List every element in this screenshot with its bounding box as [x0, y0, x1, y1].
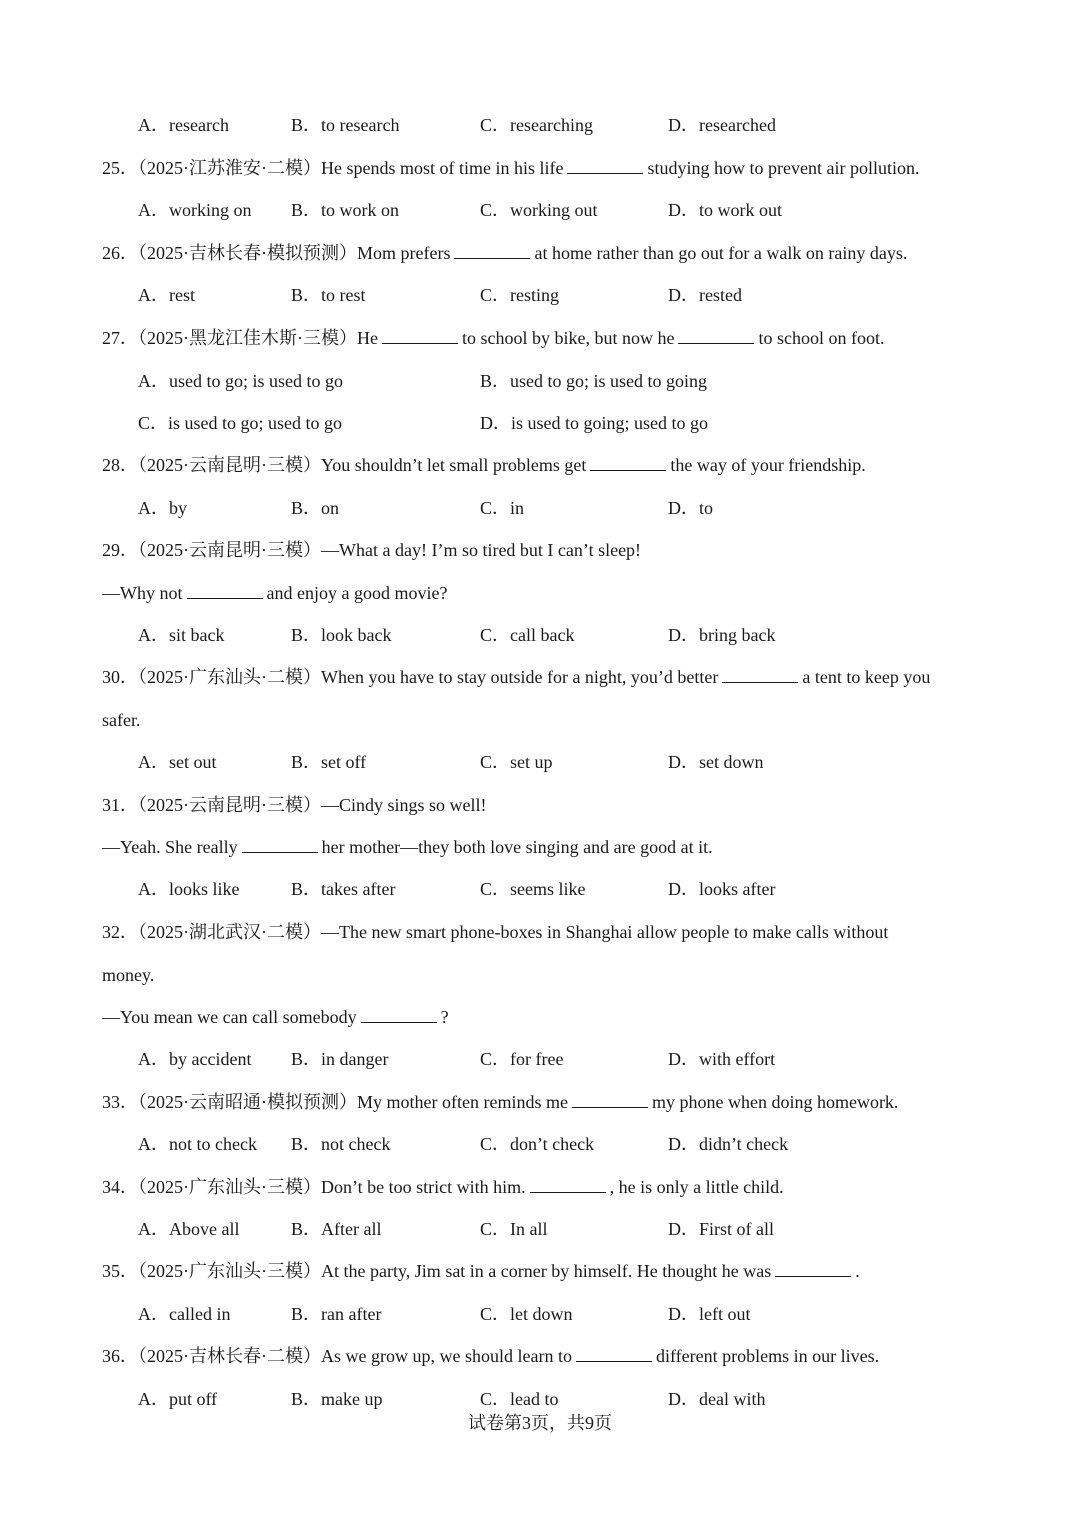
question-text: , he is only a little child. — [609, 1177, 784, 1197]
question-source: （2025·江苏淮安·二模） — [138, 158, 321, 178]
question-number: 36． — [102, 1346, 138, 1366]
answer-blank — [572, 1091, 648, 1108]
option-d: D．bring back — [668, 625, 776, 645]
option-d: D．to — [668, 498, 713, 518]
options-row-q30 — [0, 751, 1080, 773]
question-36 — [102, 1345, 980, 1367]
question-number: 29． — [102, 540, 138, 560]
question-number: 30． — [102, 667, 138, 687]
question-30 — [102, 666, 980, 688]
options-row-q32 — [0, 1048, 1080, 1070]
options-row-q25 — [0, 199, 1080, 221]
question-text: . — [855, 1261, 860, 1281]
question-source: （2025·云南昆明·三模） — [138, 795, 321, 815]
option-c: C．in — [480, 498, 525, 518]
question-31 — [102, 794, 980, 816]
question-number: 34． — [102, 1177, 138, 1197]
question-28 — [102, 454, 980, 476]
option-c: C．let down — [480, 1304, 573, 1324]
question-source: （2025·云南昆明·三模） — [138, 540, 321, 560]
option-a: A．not to check — [138, 1134, 257, 1154]
question-number: 26． — [102, 243, 138, 263]
option-a: A．used to go; is used to go — [138, 371, 343, 391]
options-row-q36 — [0, 1388, 1080, 1410]
option-d: D．deal with — [668, 1389, 766, 1409]
question-source: （2025·广东汕头·三模） — [138, 1177, 321, 1197]
question-source: （2025·吉林长春·二模） — [138, 1346, 321, 1366]
option-a: A．research — [138, 115, 229, 135]
answer-blank — [382, 327, 458, 344]
question-number: 25． — [102, 158, 138, 178]
question-text: You shouldn’t let small problems get — [321, 455, 587, 475]
question-text: her mother—they both love singing and are good at it. — [321, 837, 713, 857]
option-b: B．not check — [291, 1134, 391, 1154]
question-source: （2025·湖北武汉·二模） — [138, 922, 321, 942]
option-a: A．working on — [138, 200, 252, 220]
question-30-line-2 — [102, 709, 980, 731]
option-b: B．on — [291, 498, 340, 518]
question-text: Don’t be too strict with him. — [321, 1177, 526, 1197]
options-row-q27-2 — [0, 412, 1080, 434]
answer-blank — [242, 836, 318, 853]
option-c: C．seems like — [480, 879, 586, 899]
option-b: B．takes after — [291, 879, 396, 899]
option-b: B．to rest — [291, 285, 366, 305]
option-c: C．for free — [480, 1049, 564, 1069]
answer-blank — [530, 1176, 606, 1193]
option-b: B．look back — [291, 625, 392, 645]
question-text: When you have to stay outside for a night, you’d better — [321, 667, 719, 687]
option-b: B．to research — [291, 115, 400, 135]
question-text: As we grow up, we should learn to — [321, 1346, 572, 1366]
question-25 — [102, 157, 980, 179]
option-a: A．by accident — [138, 1049, 252, 1069]
question-source: （2025·广东汕头·三模） — [138, 1261, 321, 1281]
question-text: He — [357, 328, 378, 348]
option-d: D．with effort — [668, 1049, 776, 1069]
question-32-line-3 — [102, 1006, 980, 1028]
option-d: D．to work out — [668, 200, 782, 220]
page-footer: 试卷第3页，共9页 — [468, 1413, 612, 1433]
answer-blank — [775, 1260, 851, 1277]
question-text: —You mean we can call somebody — [102, 1007, 357, 1027]
question-text: my phone when doing homework. — [651, 1092, 899, 1112]
question-text: different problems in our lives. — [655, 1346, 880, 1366]
options-row-q34 — [0, 1218, 1080, 1240]
option-c: C．working out — [480, 200, 598, 220]
options-row-q31 — [0, 878, 1080, 900]
question-text: Mom prefers — [357, 243, 451, 263]
answer-blank — [567, 157, 643, 174]
question-source: （2025·云南昆明·三模） — [138, 455, 321, 475]
option-b: B．ran after — [291, 1304, 382, 1324]
question-29-line-2 — [102, 582, 980, 604]
question-31-line-2 — [102, 836, 980, 858]
question-29 — [102, 539, 980, 561]
answer-blank — [576, 1345, 652, 1362]
answer-blank — [722, 666, 798, 683]
question-number: 35． — [102, 1261, 138, 1281]
question-text: the way of your friendship. — [670, 455, 866, 475]
option-c: C．resting — [480, 285, 559, 305]
options-row-q26 — [0, 284, 1080, 306]
question-26 — [102, 242, 980, 264]
question-text: studying how to prevent air pollution. — [647, 158, 920, 178]
question-source: （2025·云南昭通·模拟预测） — [138, 1092, 357, 1112]
option-a: A．by — [138, 498, 187, 518]
question-source: （2025·广东汕头·二模） — [138, 667, 321, 687]
option-c: C．In all — [480, 1219, 548, 1239]
option-a: A．Above all — [138, 1219, 240, 1239]
options-row-q28 — [0, 497, 1080, 519]
option-a: A．set out — [138, 752, 217, 772]
question-number: 32． — [102, 922, 138, 942]
question-text: At the party, Jim sat in a corner by himself. He thought he was — [321, 1261, 772, 1281]
answer-blank — [187, 582, 263, 599]
option-a: A．rest — [138, 285, 195, 305]
question-text: —Yeah. She really — [102, 837, 238, 857]
option-a: A．looks like — [138, 879, 240, 899]
option-d: D．left out — [668, 1304, 751, 1324]
question-33 — [102, 1091, 980, 1113]
options-row-q29 — [0, 624, 1080, 646]
option-b: B．used to go; is used to going — [480, 371, 708, 391]
option-d: D．researched — [668, 115, 776, 135]
question-32-line-2 — [102, 964, 980, 986]
option-b: B．in danger — [291, 1049, 389, 1069]
question-text: a tent to keep you — [802, 667, 931, 687]
option-c: C．call back — [480, 625, 575, 645]
option-a: A．put off — [138, 1389, 218, 1409]
option-a: A．called in — [138, 1304, 231, 1324]
options-row-q24 — [0, 114, 1080, 136]
options-row-q33 — [0, 1133, 1080, 1155]
question-number: 33． — [102, 1092, 138, 1112]
options-row-q27-1 — [0, 370, 1080, 392]
options-row-q35 — [0, 1303, 1080, 1325]
answer-blank — [590, 454, 666, 471]
question-32 — [102, 921, 980, 943]
question-35 — [102, 1260, 980, 1282]
answer-blank — [361, 1006, 437, 1023]
option-d: D．didn’t check — [668, 1134, 789, 1154]
option-d: D．is used to going; used to go — [480, 413, 708, 433]
question-text: to school by bike, but now he — [462, 328, 675, 348]
question-text: He spends most of time in his life — [321, 158, 564, 178]
question-text: ? — [440, 1007, 449, 1027]
option-b: B．set off — [291, 752, 367, 772]
option-c: C．don’t check — [480, 1134, 595, 1154]
option-a: A．sit back — [138, 625, 225, 645]
question-27 — [102, 327, 980, 349]
option-b: B．After all — [291, 1219, 382, 1239]
question-text: —Why not — [102, 583, 183, 603]
option-b: B．to work on — [291, 200, 399, 220]
question-source: （2025·黑龙江佳木斯·三模） — [138, 328, 357, 348]
question-text: —What a day! I’m so tired but I can’t sleep! — [321, 540, 642, 560]
question-number: 27． — [102, 328, 138, 348]
answer-blank — [678, 327, 754, 344]
option-d: D．rested — [668, 285, 742, 305]
option-c: C．is used to go; used to go — [138, 413, 343, 433]
question-text: to school on foot. — [758, 328, 885, 348]
question-34 — [102, 1176, 980, 1198]
question-text: —The new smart phone-boxes in Shanghai allow people to make calls without — [321, 922, 889, 942]
option-b: B．make up — [291, 1389, 383, 1409]
option-d: D．First of all — [668, 1219, 774, 1239]
question-text: —Cindy sings so well! — [321, 795, 487, 815]
option-c: C．lead to — [480, 1389, 559, 1409]
question-text: at home rather than go out for a walk on rainy days. — [534, 243, 908, 263]
option-c: C．set up — [480, 752, 553, 772]
question-number: 28． — [102, 455, 138, 475]
question-source: （2025·吉林长春·模拟预测） — [138, 243, 357, 263]
question-text: money. — [102, 965, 155, 985]
option-d: D．looks after — [668, 879, 776, 899]
question-text: My mother often reminds me — [357, 1092, 568, 1112]
question-number: 31． — [102, 795, 138, 815]
question-text: and enjoy a good movie? — [266, 583, 448, 603]
option-d: D．set down — [668, 752, 764, 772]
answer-blank — [454, 242, 530, 259]
question-text: safer. — [102, 710, 141, 730]
option-c: C．researching — [480, 115, 593, 135]
